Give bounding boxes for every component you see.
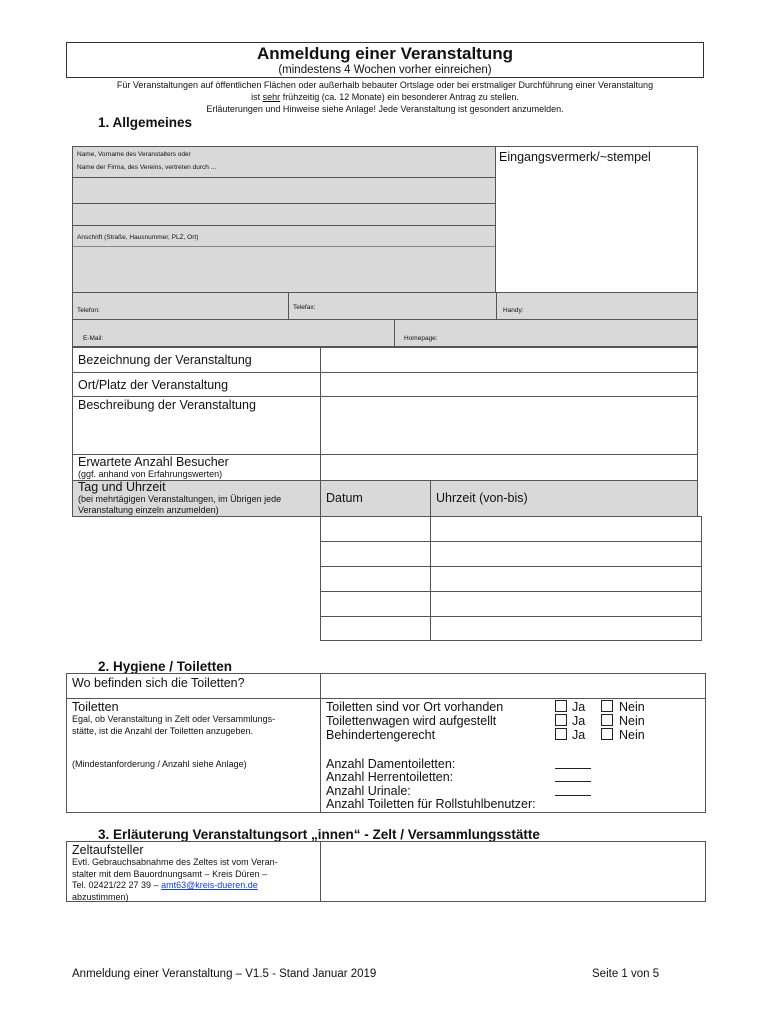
toilet-trailer-yes-checkbox[interactable] [555,714,567,726]
description-input[interactable] [321,397,697,454]
tent-input[interactable] [321,842,705,901]
yes-label: Ja [572,700,586,714]
location-label: Ort/Platz der Veranstaltung [78,378,229,392]
tent-note-2: stalter mit dem Bauordnungsamt – Kreis Düren – [72,869,268,879]
toilets-onsite-no-checkbox[interactable] [601,700,613,712]
question-accessible: Behindertengerecht [326,728,436,742]
phone-fax-divider [288,292,289,320]
accessible-yes-checkbox[interactable] [555,728,567,740]
no-label: Nein [619,714,645,728]
toilets-row-divider [66,698,706,699]
time-input[interactable] [431,517,701,541]
page-title: Anmeldung einer Veranstaltung [257,44,513,63]
toilets-location-label: Wo befinden sich die Toiletten? [72,676,245,690]
tent-phone: Tel. 02421/22 27 39 – [72,880,162,890]
count-women-label: Anzahl Damentoiletten: [326,757,456,771]
name-label-1: Name, Vorname des Veranstalters oder [77,151,191,158]
event-name-label: Bezeichnung der Veranstaltung [78,353,252,367]
time-input[interactable] [431,592,701,616]
count-urinals-input[interactable] [555,795,591,796]
datetime-note-1: (bei mehrtägigen Veranstaltungen, im Übrigen jede [78,494,282,504]
question-toilet-trailer: Toilettenwagen wird aufgestellt [326,714,497,728]
toilets-onsite-yes-checkbox[interactable] [555,700,567,712]
intro-line-2-end: frühzeitig (ca. 12 Monate) ein besonderer Antrag zu stellen. [280,92,519,102]
count-men-label: Anzahl Herrentoiletten: [326,770,454,784]
date-input[interactable] [321,542,430,566]
count-women-input[interactable] [555,768,591,769]
datetime-note-2: Veranstaltung einzeln anzumelden) [78,505,219,515]
time-input[interactable] [431,617,701,640]
yes-label: Ja [572,714,586,728]
intro-line-3: Erläuterungen und Hinweise siehe Anlage! Jede Veranstaltung ist gesondert anzumelden. [206,104,564,114]
time-input[interactable] [431,567,701,591]
tent-note-4: abzustimmen) [72,892,129,902]
email-row [72,319,698,347]
email-label[interactable]: E-Mail: [83,335,104,342]
date-input[interactable] [321,517,430,541]
footer-title: Anmeldung einer Veranstaltung – V1.5 - Stand Januar 2019 [72,968,377,980]
section-3-heading: 3. Erläuterung Veranstaltungsort „innen“ - Zelt / Versammlungsstätte [98,827,540,842]
yes-label: Ja [572,728,586,742]
no-label: Nein [619,700,645,714]
datetime-label: Tag und Uhrzeit [78,480,166,494]
page-number: Seite 1 von 5 [592,968,660,980]
intro-emphasis: sehr [262,92,281,102]
toilets-label: Toiletten [72,700,119,714]
phone-label[interactable]: Telefon: [77,307,100,314]
count-men-input[interactable] [555,781,591,782]
stamp-box [495,146,698,293]
intro-line-1: Für Veranstaltungen auf öffentlichen Flächen oder außerhalb bebauter Ortslage oder bei erstmaliger Durchführung einer Veranstaltung [116,80,654,90]
accessible-no-checkbox[interactable] [601,728,613,740]
date-input[interactable] [321,567,430,591]
toilets-note-1: Egal, ob Veranstaltung in Zelt oder Versammlungs- [72,714,276,724]
description-label: Beschreibung der Veranstaltung [78,398,256,412]
tent-label: Zeltaufsteller [72,843,144,857]
tent-note-3 [72,880,258,890]
date-input[interactable] [321,617,430,640]
section-1-heading: 1. Allgemeines [98,115,193,130]
name-field-line-3[interactable] [72,203,496,226]
minimum-note: (Mindestanforderung / Anzahl siehe Anlage) [72,759,247,769]
intro-line-2 [0,92,770,102]
page-subtitle: (mindestens 4 Wochen vorher einreichen) [278,64,492,76]
event-name-input[interactable] [321,348,697,372]
homepage-label[interactable]: Homepage: [404,335,438,342]
count-urinals-label: Anzahl Urinale: [326,784,411,798]
fax-mobile-divider [496,292,497,320]
toilets-note-2: stätte, ist die Anzahl der Toiletten anzugeben. [72,726,253,736]
mobile-label[interactable]: Handy: [503,307,524,314]
stamp-label: Eingangsvermerk/~stempel [499,150,651,164]
date-column-header: Datum [326,491,363,505]
intro-line-2-start: ist [251,92,263,102]
location-input[interactable] [321,373,697,396]
address-divider [73,246,495,247]
time-column-header: Uhrzeit (von-bis) [436,491,528,505]
name-label-2: Name der Firma, des Vereins, vertreten durch ... [77,164,217,171]
name-field-line-2[interactable] [72,177,496,204]
visitors-label: Erwartete Anzahl Besucher [78,455,229,469]
no-label: Nein [619,728,645,742]
date-input[interactable] [321,592,430,616]
visitors-input[interactable] [321,455,697,480]
address-label: Anschrift (Straße, Hausnummer, PLZ, Ort) [77,234,199,241]
phone-row [72,292,698,320]
fax-label[interactable]: Telefax: [293,304,316,311]
email-homepage-divider [394,319,395,347]
section-2-heading: 2. Hygiene / Toiletten [98,659,233,674]
toilet-trailer-no-checkbox[interactable] [601,714,613,726]
tent-email-link[interactable]: amt63@kreis-dueren.de [161,880,258,890]
question-toilets-onsite: Toiletten sind vor Ort vorhanden [326,700,504,714]
time-input[interactable] [431,542,701,566]
visitors-note: (ggf. anhand von Erfahrungswerten) [78,469,223,479]
toilets-location-input[interactable] [321,674,705,698]
datetime-header-divider [430,481,431,517]
tent-note-1: Evtl. Gebrauchsabnahme des Zeltes ist vom Veran- [72,857,278,867]
count-wheelchair-label: Anzahl Toiletten für Rollstuhlbenutzer: [326,797,536,811]
